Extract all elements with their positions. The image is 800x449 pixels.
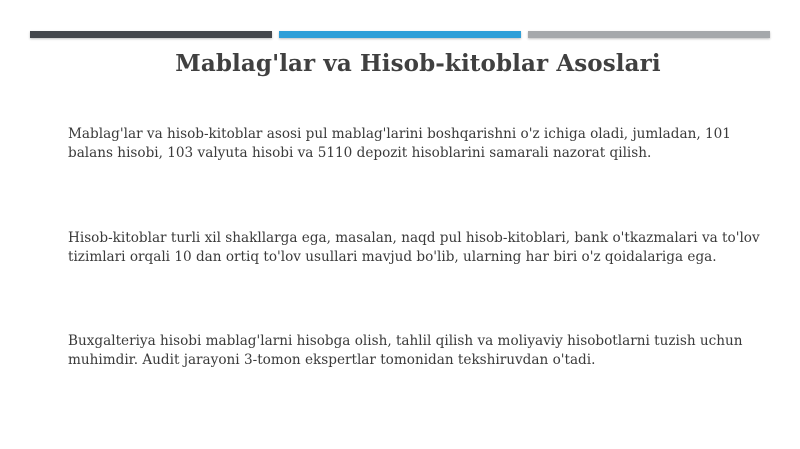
slide-title: Mablag'lar va Hisob-kitoblar Asoslari bbox=[175, 50, 661, 77]
top-accent-bar-dark bbox=[30, 31, 272, 38]
top-accent-bar-gray bbox=[528, 31, 770, 38]
top-accent-bar-blue bbox=[279, 31, 521, 38]
paragraph-settlement-forms: Hisob-kitoblar turli xil shakllarga ega, masalan, naqd pul hisob-kitoblari, bank o'tkazmalari va to'lov tizimlari orqali 10 dan ortiq to'lov usullari mavjud bo'lib, ularning har biri o'z qoidalariga ega. bbox=[68, 230, 760, 265]
paragraph-accounting-audit: Buxgalteriya hisobi mablag'larni hisobga olish, tahlil qilish va moliyaviy hisobotlarni tuzish uchun muhimdir. Audit jarayoni 3-tomon ekspertlar tomonidan tekshiruvdan o'tadi. bbox=[68, 333, 743, 368]
paragraph-funds-basics: Mablag'lar va hisob-kitoblar asosi pul mablag'larini boshqarishni o'z ichiga oladi, jumladan, 101 balans hisobi, 103 valyuta hisobi va 5110 depozit hisoblarini samarali nazorat qilish. bbox=[68, 126, 731, 161]
